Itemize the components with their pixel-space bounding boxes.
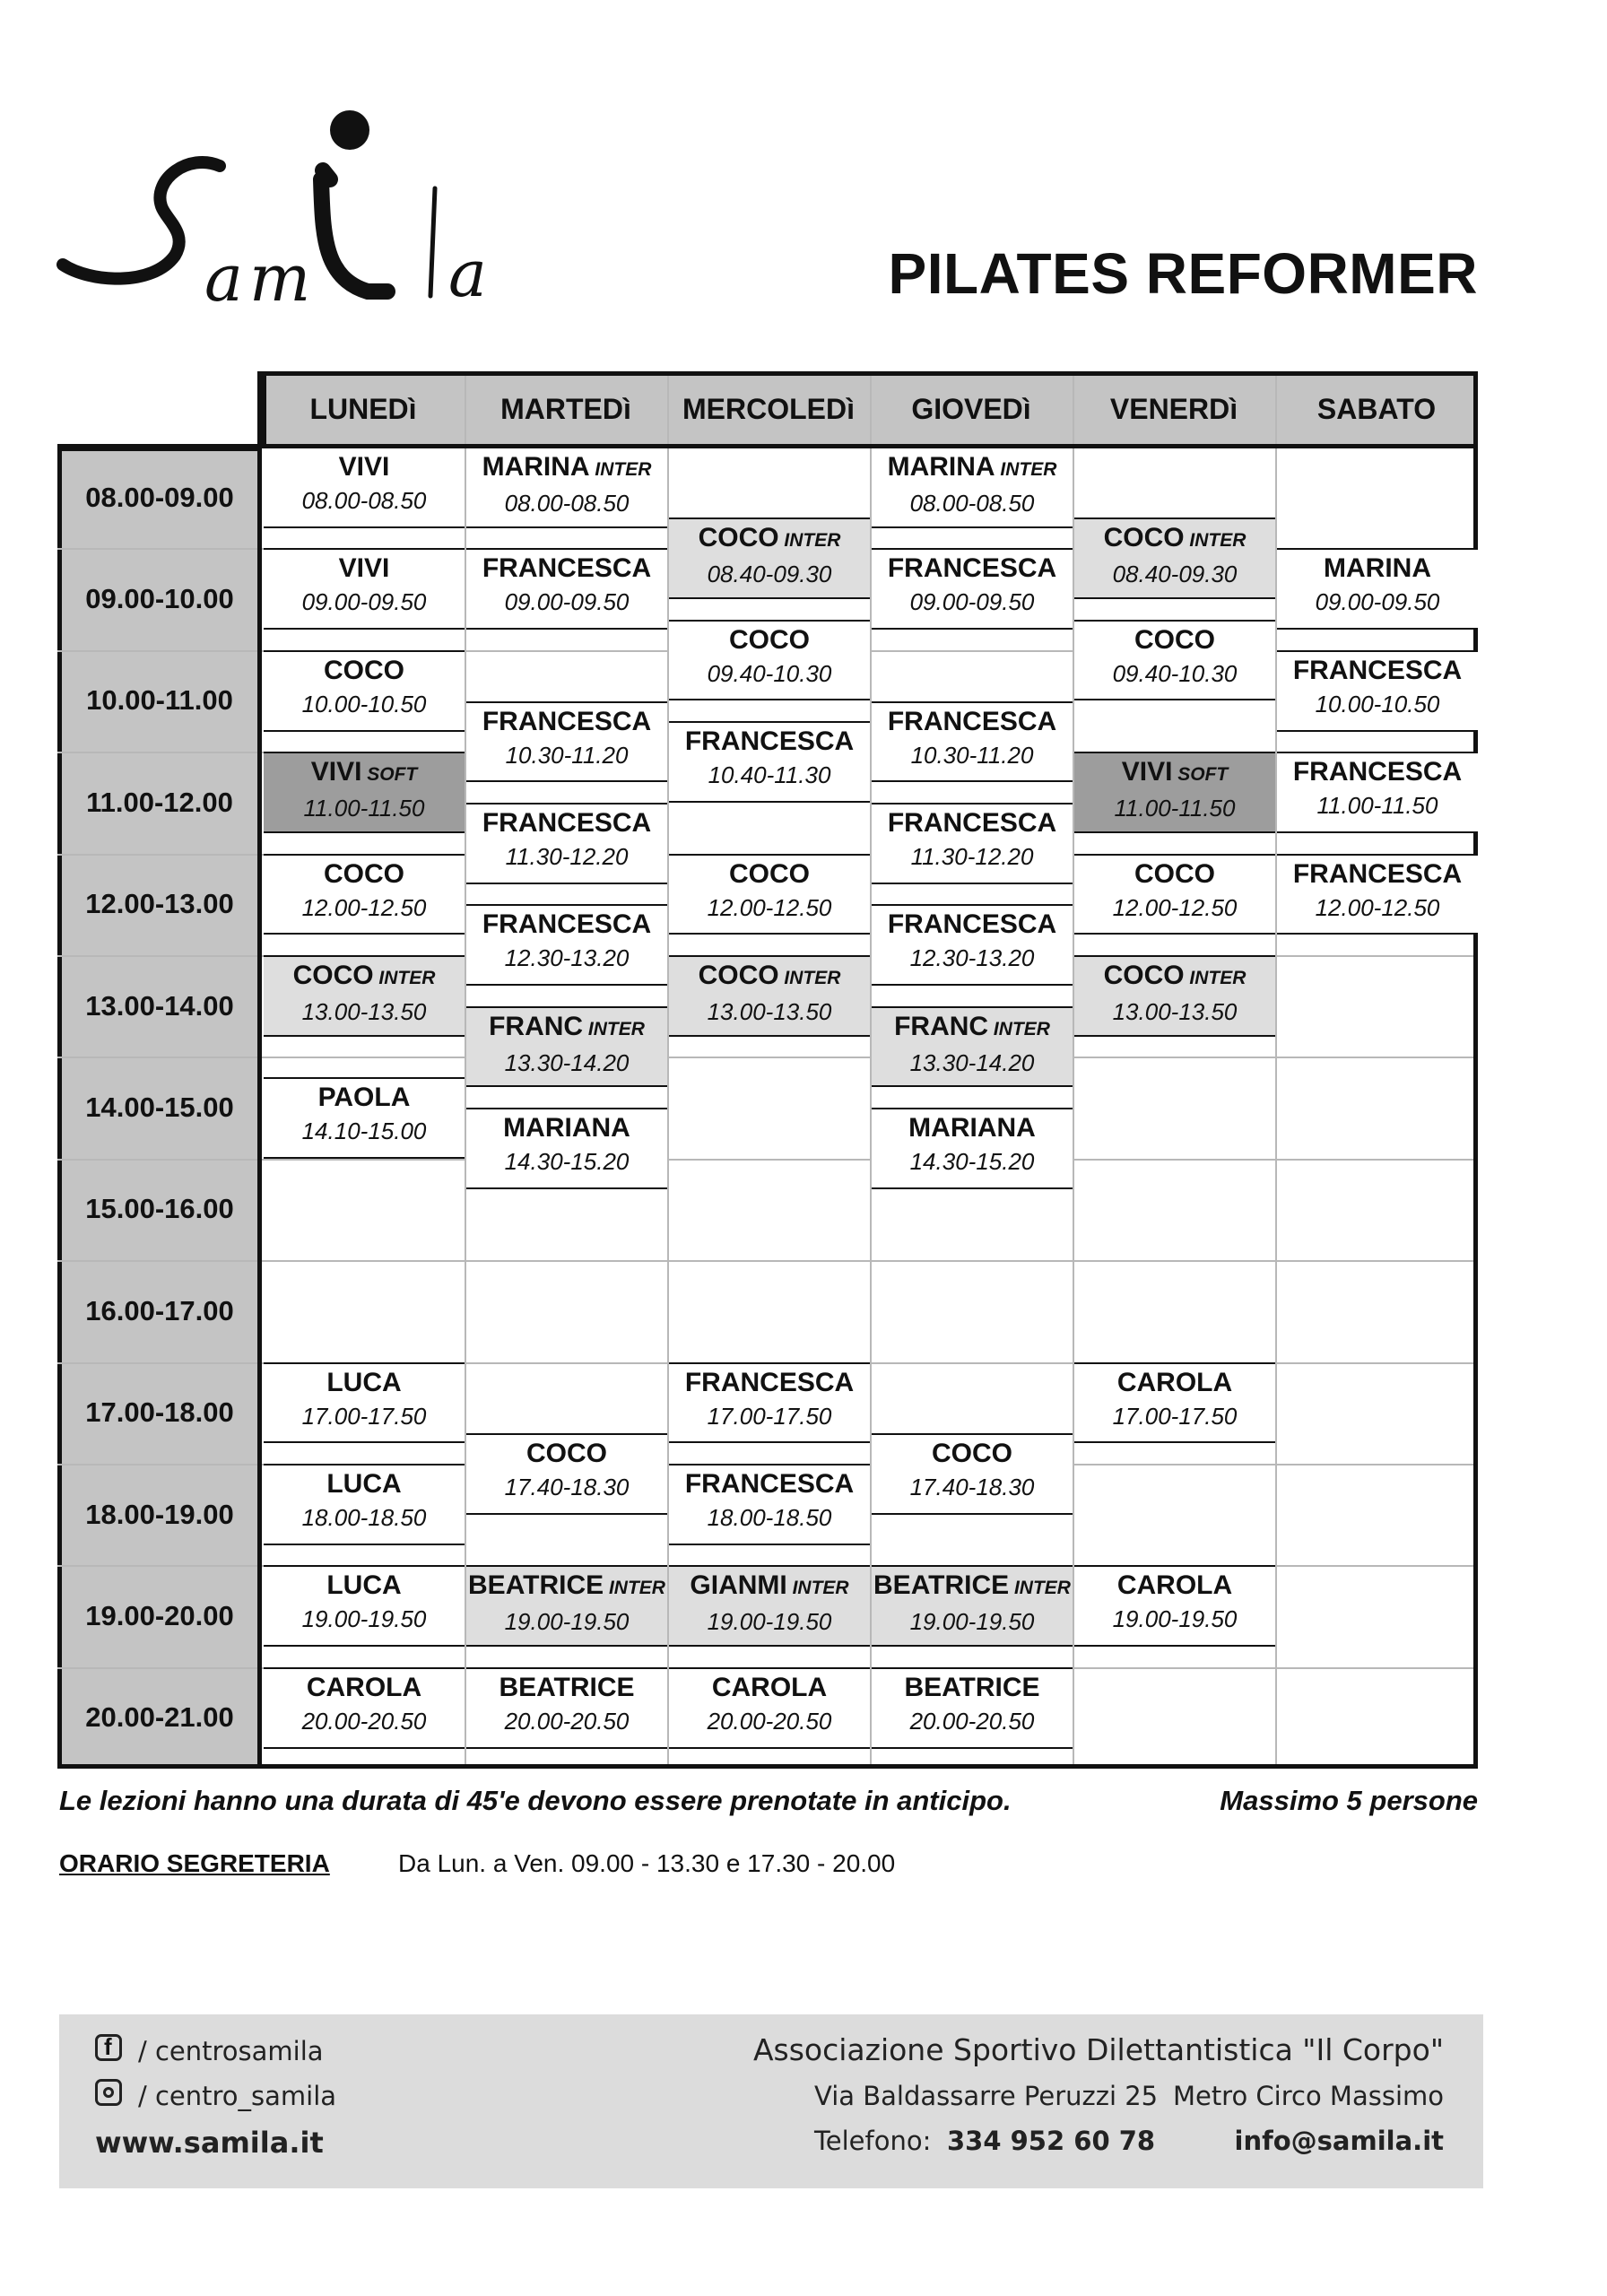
class-instructor: FRANCESCA [684, 726, 855, 757]
class-tag: INTER [786, 1578, 849, 1599]
class-time: 14.10-15.00 [301, 1118, 427, 1145]
day-header-5: SABATO [1316, 392, 1437, 425]
class-block[interactable] [669, 955, 870, 1037]
class-instructor: COCO INTER [1103, 961, 1247, 990]
class-time: 12.00-12.50 [707, 893, 832, 921]
class-block[interactable] [1074, 1362, 1275, 1444]
class-instructor: BEATRICE INTER [873, 1570, 1071, 1601]
class-instructor: LUCA [326, 1469, 402, 1499]
class-tag: INTER [1184, 968, 1247, 988]
website-link[interactable]: www.samila.it [95, 2126, 324, 2160]
class-time: 08.00-08.50 [504, 490, 630, 517]
class-block[interactable] [466, 1565, 667, 1647]
class-tag: INTER [373, 968, 436, 988]
class-block[interactable] [1074, 854, 1275, 935]
class-instructor: MARINA INTER [887, 452, 1057, 482]
class-time: 08.00-08.50 [909, 490, 1035, 517]
class-block[interactable] [872, 1667, 1073, 1749]
phone-label: Telefono: [814, 2126, 932, 2156]
class-block[interactable] [872, 1565, 1073, 1647]
class-time: 11.00-11.50 [1114, 795, 1236, 822]
class-block[interactable] [669, 721, 870, 803]
day-header-3: GIOVEDì [911, 392, 1031, 425]
class-tag: INTER [778, 968, 841, 988]
metro-info: Metro Circo Massimo [1172, 2081, 1444, 2111]
class-instructor: MARINA [1324, 553, 1431, 584]
class-tag: INTER [1184, 530, 1247, 552]
class-time: 14.30-15.20 [909, 1148, 1035, 1176]
class-instructor: GIANMI INTER [690, 1570, 849, 1601]
class-instructor: FRANC INTER [489, 1011, 645, 1041]
class-block[interactable] [669, 1464, 870, 1545]
class-time: 09.00-09.50 [301, 588, 427, 616]
class-instructor: FRANCESCA [684, 1469, 855, 1499]
class-instructor: MARINA INTER [482, 452, 652, 482]
class-block[interactable] [872, 548, 1073, 630]
class-block[interactable] [1277, 752, 1478, 833]
class-instructor: COCO [324, 655, 404, 685]
class-time: 09.40-10.30 [707, 659, 832, 687]
class-block[interactable] [1074, 752, 1275, 833]
class-time: 12.30-13.20 [504, 944, 630, 972]
time-slot-label: 17.00-18.00 [85, 1396, 234, 1429]
class-instructor: FRANCESCA [1292, 655, 1463, 685]
class-instructor: PAOLA [317, 1083, 411, 1113]
class-instructor: COCO [729, 858, 810, 889]
class-instructor: BEATRICE [904, 1672, 1040, 1702]
facebook-icon[interactable]: f [95, 2034, 122, 2061]
time-slot-label: 14.00-15.00 [85, 1091, 234, 1124]
time-slot-label: 13.00-14.00 [85, 989, 234, 1022]
page-title: PILATES REFORMER [888, 241, 1478, 306]
class-time: 19.00-19.50 [1112, 1605, 1238, 1633]
class-tag: INTER [778, 530, 841, 552]
class-time: 14.30-15.20 [504, 1148, 630, 1176]
class-block[interactable] [669, 517, 870, 599]
class-time: 17.00-17.50 [707, 1402, 832, 1430]
class-instructor: COCO INTER [698, 961, 841, 990]
class-block[interactable] [466, 701, 667, 783]
footer [59, 2014, 1483, 2188]
class-block[interactable] [264, 854, 465, 935]
class-instructor: VIVI [338, 553, 390, 584]
class-instructor: FRANCESCA [887, 807, 1057, 838]
class-time: 08.00-08.50 [301, 487, 427, 514]
class-block[interactable] [1074, 620, 1275, 701]
class-time: 09.00-09.50 [909, 588, 1035, 616]
class-time: 19.00-19.50 [909, 1608, 1035, 1636]
class-time: 20.00-20.50 [707, 1707, 832, 1735]
email-link[interactable]: info@samila.it [1234, 2126, 1444, 2156]
class-instructor: COCO INTER [292, 961, 436, 990]
facebook-handle[interactable]: / centrosamila [138, 2036, 324, 2066]
class-instructor: FRANCESCA [1292, 757, 1463, 787]
class-instructor: LUCA [326, 1367, 402, 1397]
class-instructor: CAROLA [306, 1672, 422, 1702]
time-slot-label: 10.00-11.00 [86, 684, 233, 717]
class-instructor: VIVI SOFT [310, 757, 418, 787]
class-tag: INTER [604, 1578, 665, 1599]
day-header-0: LUNEDì [309, 392, 417, 425]
class-block[interactable] [872, 1433, 1073, 1515]
class-time: 10.30-11.20 [505, 741, 629, 769]
time-slot-label: 18.00-19.00 [85, 1498, 234, 1530]
class-time: 12.00-12.50 [301, 893, 427, 921]
class-instructor: COCO [1134, 858, 1215, 889]
class-instructor: COCO [526, 1438, 607, 1468]
class-instructor: COCO [1134, 624, 1215, 655]
class-time: 13.00-13.50 [707, 998, 832, 1025]
class-block[interactable] [466, 803, 667, 884]
time-slot-label: 16.00-17.00 [85, 1294, 234, 1326]
class-time: 09.40-10.30 [1112, 659, 1238, 687]
class-instructor: COCO INTER [1103, 523, 1247, 553]
svg-text:a: a [204, 240, 243, 316]
class-tag: INTER [995, 459, 1057, 480]
class-instructor: COCO [729, 624, 810, 655]
class-tag: INTER [583, 1018, 645, 1039]
class-block[interactable] [264, 955, 465, 1037]
office-hours-value: Da Lun. a Ven. 09.00 - 13.30 e 17.30 - 20.00 [398, 1849, 896, 1877]
class-block[interactable] [669, 620, 870, 701]
class-block[interactable] [466, 1006, 667, 1088]
class-time: 12.00-12.50 [1315, 893, 1440, 921]
class-block[interactable] [466, 1667, 667, 1749]
class-time: 12.30-13.20 [909, 944, 1035, 972]
class-block[interactable] [466, 904, 667, 986]
class-block[interactable] [872, 803, 1073, 884]
class-instructor: CAROLA [1116, 1367, 1233, 1397]
class-block[interactable] [872, 904, 1073, 986]
class-time: 10.30-11.20 [910, 741, 1034, 769]
class-block[interactable] [264, 1667, 465, 1749]
class-time: 12.00-12.50 [1112, 893, 1238, 921]
class-instructor: VIVI [338, 452, 390, 482]
address: Via Baldassarre Peruzzi 25 [814, 2081, 1159, 2111]
office-hours-label: ORARIO SEGRETERIA [59, 1849, 330, 1877]
class-instructor: COCO [932, 1438, 1012, 1468]
class-time: 19.00-19.50 [707, 1608, 832, 1636]
class-time: 08.40-09.30 [707, 561, 832, 588]
duration-note: Le lezioni hanno una durata di 45'e devono essere prenotate in anticipo. [59, 1785, 1012, 1816]
class-block[interactable] [264, 1565, 465, 1647]
class-instructor: FRANCESCA [1292, 858, 1463, 889]
class-instructor: BEATRICE INTER [468, 1570, 665, 1601]
class-time: 09.00-09.50 [504, 588, 630, 616]
class-time: 10.00-10.50 [301, 690, 427, 718]
class-instructor: CAROLA [711, 1672, 828, 1702]
class-instructor: FRANCESCA [887, 553, 1057, 584]
class-block[interactable] [1074, 955, 1275, 1037]
time-slot-label: 20.00-21.00 [85, 1701, 234, 1734]
class-time: 11.30-12.20 [910, 842, 1034, 870]
instagram-icon[interactable] [95, 2079, 122, 2106]
class-block[interactable] [466, 1108, 667, 1189]
time-slot-label: 11.00-12.00 [86, 786, 233, 818]
class-block[interactable] [466, 1433, 667, 1515]
class-instructor: FRANCESCA [887, 909, 1057, 940]
class-block[interactable] [264, 1464, 465, 1545]
class-instructor: VIVI SOFT [1121, 757, 1229, 787]
class-block[interactable] [872, 701, 1073, 783]
class-tag: SOFT [1172, 764, 1229, 786]
class-time: 13.30-14.20 [909, 1048, 1035, 1076]
class-tag: INTER [589, 459, 652, 480]
class-tag: INTER [1009, 1578, 1071, 1599]
time-slot-label: 09.00-10.00 [85, 583, 234, 615]
class-tag: INTER [988, 1018, 1050, 1039]
class-time: 11.30-12.20 [505, 842, 629, 870]
class-time: 09.00-09.50 [1315, 588, 1440, 616]
class-time: 11.00-11.50 [1316, 792, 1438, 820]
class-instructor: COCO [324, 858, 404, 889]
class-block[interactable] [669, 1565, 870, 1647]
class-time: 11.00-11.50 [303, 795, 425, 822]
class-block[interactable] [466, 548, 667, 630]
class-time: 17.00-17.50 [301, 1402, 427, 1430]
class-instructor: BEATRICE [499, 1672, 635, 1702]
class-block[interactable] [1074, 1565, 1275, 1647]
class-instructor: FRANCESCA [887, 706, 1057, 736]
samila-logo [54, 108, 520, 332]
class-block[interactable] [264, 752, 465, 833]
class-block[interactable] [1074, 517, 1275, 599]
day-header-2: MERCOLEDì [682, 392, 855, 425]
class-time: 13.00-13.50 [301, 998, 427, 1025]
schedule-grid [57, 371, 1480, 1769]
class-block[interactable] [264, 548, 465, 630]
class-time: 10.00-10.50 [1315, 690, 1440, 718]
class-block[interactable] [872, 1006, 1073, 1088]
time-slot-label: 15.00-16.00 [85, 1193, 234, 1225]
class-time: 20.00-20.50 [301, 1707, 427, 1735]
class-instructor: FRANCESCA [482, 807, 652, 838]
svg-text:m: m [249, 240, 311, 316]
class-time: 18.00-18.50 [301, 1504, 427, 1531]
max-persons-note: Massimo 5 persone [1220, 1785, 1478, 1816]
class-instructor: FRANCESCA [482, 706, 652, 736]
class-time: 08.40-09.30 [1112, 561, 1238, 588]
class-instructor: MARIANA [503, 1113, 630, 1144]
class-instructor: MARIANA [908, 1113, 1036, 1144]
day-header-1: MARTEDì [500, 392, 631, 425]
class-instructor: FRANCESCA [684, 1367, 855, 1397]
time-slot-label: 08.00-09.00 [85, 481, 234, 513]
time-slot-label: 19.00-20.00 [85, 1600, 234, 1632]
association-name: Associazione Sportivo Dilettantistica "Il Corpo" [752, 2032, 1444, 2067]
day-header-4: VENERDì [1109, 392, 1238, 425]
class-block[interactable] [669, 854, 870, 935]
class-time: 10.40-11.30 [708, 761, 831, 789]
class-tag: SOFT [361, 764, 418, 786]
class-block[interactable] [264, 1077, 465, 1159]
class-block[interactable] [872, 1108, 1073, 1189]
class-block[interactable] [264, 1362, 465, 1444]
class-block[interactable] [466, 447, 667, 528]
time-slot-label: 12.00-13.00 [85, 888, 234, 920]
class-block[interactable] [669, 1362, 870, 1444]
svg-text:a: a [448, 236, 487, 311]
class-time: 20.00-20.50 [504, 1707, 630, 1735]
class-time: 19.00-19.50 [301, 1605, 427, 1633]
class-instructor: CAROLA [1116, 1570, 1233, 1601]
class-block[interactable] [264, 447, 465, 528]
class-time: 20.00-20.50 [909, 1707, 1035, 1735]
class-instructor: FRANCESCA [482, 553, 652, 584]
class-block[interactable] [872, 447, 1073, 528]
class-instructor: FRANC INTER [894, 1011, 1050, 1041]
class-time: 17.40-18.30 [909, 1473, 1035, 1500]
class-time: 17.00-17.50 [1112, 1402, 1238, 1430]
class-time: 18.00-18.50 [707, 1504, 832, 1531]
class-time: 13.30-14.20 [504, 1048, 630, 1076]
class-block[interactable] [1277, 548, 1478, 630]
class-time: 19.00-19.50 [504, 1608, 630, 1636]
class-block[interactable] [1277, 650, 1478, 732]
class-instructor: LUCA [326, 1570, 402, 1601]
class-block[interactable] [1277, 854, 1478, 935]
class-time: 13.00-13.50 [1112, 998, 1238, 1025]
phone-number[interactable]: 334 952 60 78 [947, 2126, 1156, 2156]
class-time: 17.40-18.30 [504, 1473, 630, 1500]
class-instructor: COCO INTER [698, 523, 841, 553]
instagram-handle[interactable]: / centro_samila [138, 2081, 337, 2111]
class-instructor: FRANCESCA [482, 909, 652, 940]
class-block[interactable] [669, 1667, 870, 1749]
class-block[interactable] [264, 650, 465, 732]
